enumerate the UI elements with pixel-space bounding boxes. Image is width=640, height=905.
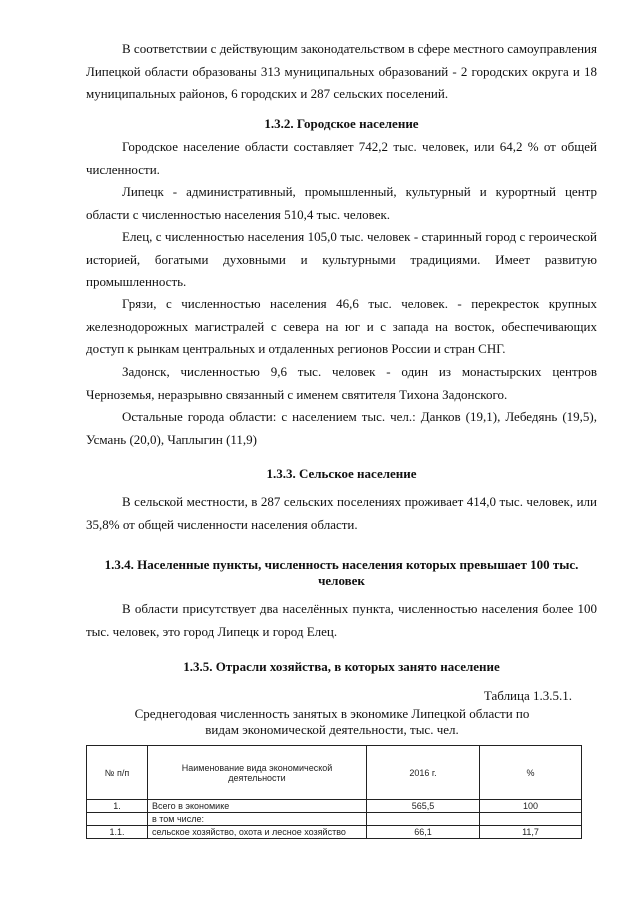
row-percent: 100 [480,800,582,813]
row-percent [480,813,582,826]
header-percent: % [480,746,582,800]
zadonsk-paragraph: Задонск, численностью 9,6 тыс. человек - один из монастырских центров Черноземья, неразрывно связанный с именем святителя Тихона Задонского. [86,364,597,402]
employment-table [86,745,582,839]
section-heading-urban: 1.3.2. Городское население [264,116,419,131]
header-number: № п/п [87,746,148,800]
section-heading-rural: 1.3.3. Сельское население [266,466,417,481]
row-percent: 11,7 [480,826,582,839]
yelets-paragraph: Елец, с численностью населения 105,0 тыс. человек - старинный город с героической историей, богатыми духовными и культурными традициями. Имеет развитую промышленность. [86,229,597,289]
table-row [87,813,582,826]
lipetsk-paragraph: Липецк - административный, промышленный, культурный и курортный центр области с численностью населения 510,4 тыс. человек. [86,184,597,222]
table-caption: Среднегодовая численность занятых в экономике Липецкой области по видам экономической деятельности, тыс. чел. [134,706,530,737]
row-activity: сельское хозяйство, охота и лесное хозяйство [148,826,367,839]
rural-population-paragraph: В сельской местности, в 287 сельских поселениях проживает 414,0 тыс. человек, или 35,8% от общей численности населения области. [86,494,597,532]
row-number: 1. [87,800,148,813]
section-heading-industries: 1.3.5. Отрасли хозяйства, в которых занято население [183,659,500,674]
urban-population-paragraph: Городское население области составляет 742,2 тыс. человек, или 64,2 % от общей численности. [86,139,597,177]
row-year-value: 66,1 [367,826,480,839]
row-year-value: 565,5 [367,800,480,813]
header-activity: Наименование вида экономической деятельности [148,746,367,800]
table-label: Таблица 1.3.5.1. [483,688,572,703]
intro-paragraph: В соответствии с действующим законодательством в сфере местного самоуправления Липецкой области образованы 313 муниципальных образований - 2 городских округа и 18 муниципальных районов, 6 городских и 287 сельских поселений. [86,41,597,101]
settlements-paragraph: В области присутствует два населённых пункта, численностью населения более 100 тыс. человек, это город Липецк и город Елец. [86,601,597,639]
row-number [87,813,148,826]
section-heading-settlements: 1.3.4. Населенные пункты, численность населения которых превышает 100 тыс. человек [104,557,579,588]
header-year: 2016 г. [367,746,480,800]
row-number: 1.1. [87,826,148,839]
row-activity: в том числе: [148,813,367,826]
row-year-value [367,813,480,826]
table-row [87,826,582,839]
other-cities-paragraph: Остальные города области: с населением тыс. чел.: Данков (19,1), Лебедянь (19,5), Усмань (20,0), Чаплыгин (11,9) [86,409,597,447]
gryazi-paragraph: Грязи, с численностью населения 46,6 тыс. человек. - перекресток крупных железнодорожных магистралей с севера на юг и с запада на восток, обеспечивающих доступ к рынкам центральных и отдаленных регионов России и стран СНГ. [86,296,597,356]
table-row [87,800,582,813]
table-header-row [87,746,582,800]
row-activity: Всего в экономике [148,800,367,813]
